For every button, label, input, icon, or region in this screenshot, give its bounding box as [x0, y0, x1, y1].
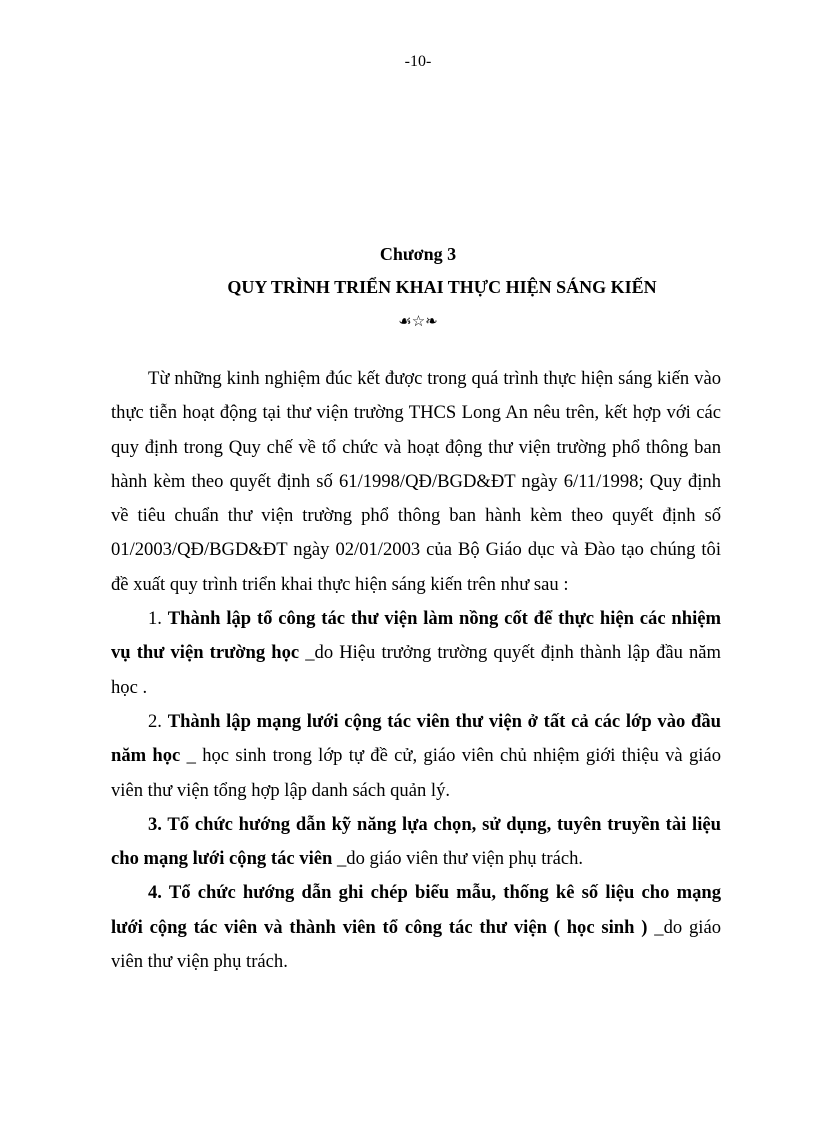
intro-paragraph: Từ những kinh nghiệm đúc kết được trong quá trình thực hiện sáng kiến vào thực tiễn hoạt động tại thư viện trường THCS Long An nêu trên, kết hợp với các quy định trong Quy chế về tổ chức và hoạt động thư viện trường phổ thông ban hành kèm theo quyết định số 61/1998/QĐ/BGD&ĐT ngày 6/11/1998; Quy định về tiêu chuẩn thư viện trường phổ thông ban hành kèm theo quyết định số 01/2003/QĐ/BGD&ĐT ngày 02/01/2003 của Bộ Giáo dục và Đào tạo chúng tôi đề xuất quy trình triển khai thực hiện sáng kiến trên như sau : [111, 368, 721, 595]
item-rest-text: _do Hiệu trưởng trường quyết định thành lập đầu năm học . [111, 642, 722, 698]
item-bold-text: Thành lập mạng lưới cộng tác viên thư viện ở tất cả các lớp vào đầu năm học [111, 710, 721, 767]
item-number: 2. [148, 710, 162, 732]
list-item-3 [111, 808, 721, 877]
chapter-title: QUY TRÌNH TRIỂN KHAI THỰC HIỆN SÁNG KIẾN [227, 277, 657, 297]
list-item-1 [111, 602, 721, 705]
list-item-4 [111, 876, 721, 979]
chapter-label: Chương 3 [379, 244, 457, 264]
page-number: -10- [404, 53, 432, 70]
item-number: 1. [148, 608, 162, 630]
item-bold-text: Tổ chức hướng dẫn kỹ năng lựa chọn, sử dụng, tuyên truyền tài liệu cho mạng lưới cộng tác viên [111, 813, 721, 870]
item-rest-text: _do giáo viên thư viện phụ trách. [111, 916, 722, 973]
item-number: 3. [148, 813, 162, 835]
list-item-2 [111, 705, 721, 808]
item-bold-text: Thành lập tổ công tác thư viện làm nồng cốt để thực hiện các nhiệm vụ thư viện trường học [111, 608, 721, 664]
item-rest-text: _ học sinh trong lớp tự đề cử, giáo viên chủ nhiệm giới thiệu và giáo viên thư viện tổng hợp lập danh sách quản lý. [111, 745, 721, 801]
item-number: 4. [148, 882, 162, 904]
body-text [111, 362, 721, 979]
ornament-divider: ☙☆❧ [398, 314, 438, 330]
item-bold-text: Tổ chức hướng dẫn ghi chép biểu mẫu, thống kê số liệu cho mạng lưới cộng tác viên và thành viên tổ công tác thư viện ( học sinh ) [111, 882, 722, 938]
item-rest-text: _do giáo viên thư viện phụ trách. [332, 848, 584, 870]
